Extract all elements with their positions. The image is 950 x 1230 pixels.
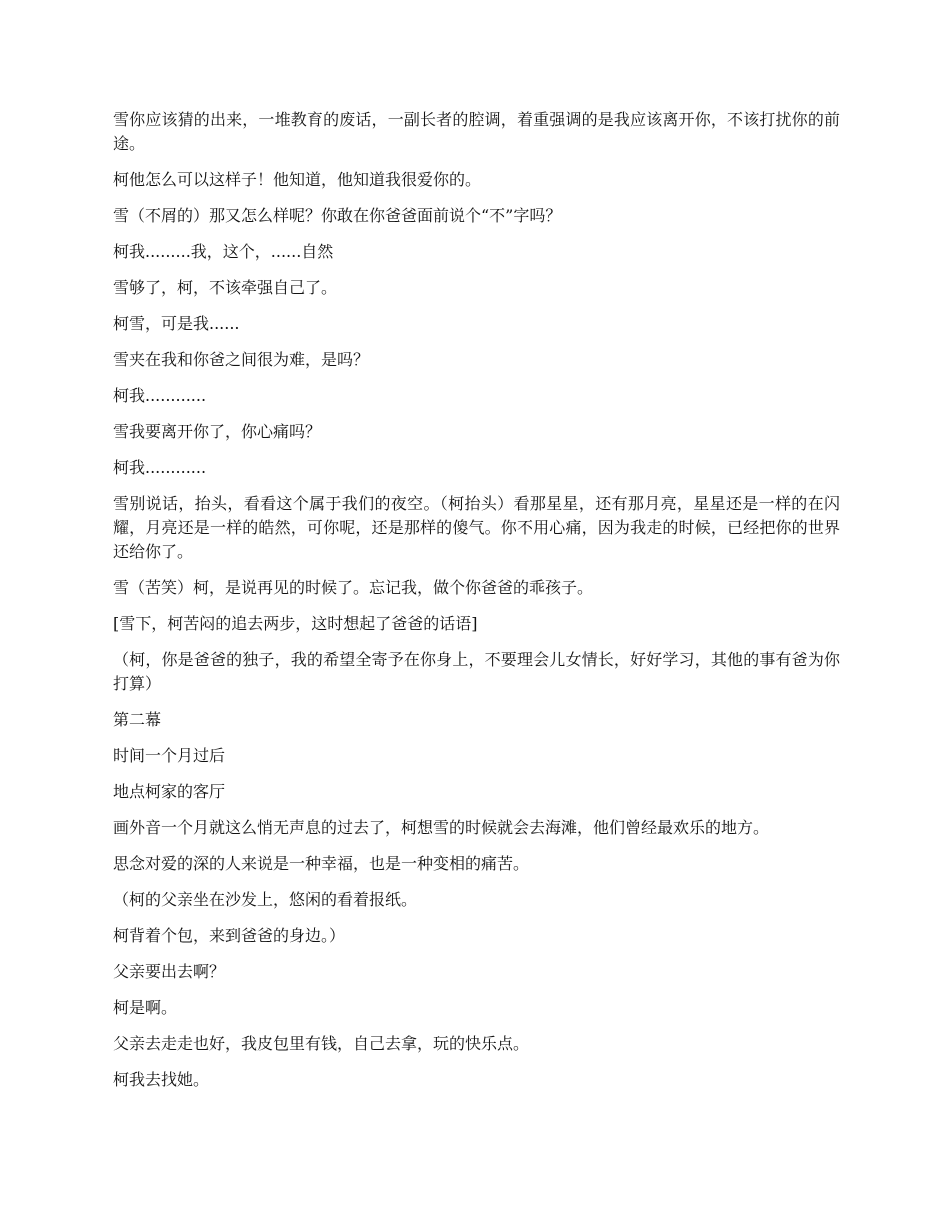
- paragraph: 柯他怎么可以这样子！他知道，他知道我很爱你的。: [113, 170, 482, 189]
- document-body: [113, 108, 840, 1104]
- scene-location: 地点柯家的客厅: [113, 782, 226, 801]
- paragraph: 父亲要出去啊？: [113, 962, 226, 981]
- scene-time: 时间一个月过后: [113, 746, 226, 765]
- stage-direction: [雪下，柯苦闷的追去两步，这时想起了爸爸的话语]: [113, 614, 478, 633]
- paragraph: 思念对爱的深的人来说是一种幸福，也是一种变相的痛苦。: [113, 854, 530, 873]
- paragraph: 雪够了，柯，不该牵强自己了。: [113, 278, 338, 297]
- paragraph: （柯，你是爸爸的独子，我的希望全寄予在你身上，不要理会儿女情长，好好学习，其他的事有爸为你打算）: [113, 650, 840, 693]
- paragraph: 父亲去走走也好，我皮包里有钱，自己去拿，玩的快乐点。: [113, 1034, 530, 1053]
- paragraph: 雪夹在我和你爸之间很为难，是吗？: [113, 350, 370, 369]
- paragraph: 柯我.........我，这个，......自然: [113, 242, 334, 261]
- paragraph: 柯我............: [113, 458, 207, 477]
- paragraph: 雪你应该猜的出来，一堆教育的废话，一副长者的腔调，着重强调的是我应该离开你，不该打扰你的前途。: [113, 110, 840, 153]
- paragraph: 柯我............: [113, 386, 207, 405]
- paragraph: 雪（不屑的）那又怎么样呢？你敢在你爸爸面前说个“不”字吗？: [113, 206, 562, 225]
- paragraph: 柯是啊。: [113, 998, 178, 1017]
- paragraph: 柯雪，可是我......: [113, 314, 240, 333]
- act-heading: 第二幕: [113, 710, 162, 729]
- paragraph: 雪我要离开你了，你心痛吗？: [113, 422, 322, 441]
- paragraph: 柯背着个包，来到爸爸的身边。）: [113, 926, 346, 945]
- paragraph: 雪别说话，抬头，看看这个属于我们的夜空。（柯抬头）看那星星，还有那月亮，星星还是一样的在闪耀，月亮还是一样的皓然，可你呢，还是那样的傻气。你不用心痛，因为我走的时候，已经把你的世界还给你了。: [113, 494, 840, 561]
- paragraph: （柯的父亲坐在沙发上，悠闲的看着报纸。: [113, 890, 418, 909]
- paragraph: 画外音一个月就这么悄无声息的过去了，柯想雪的时候就会去海滩，他们曾经最欢乐的地方。: [113, 818, 770, 837]
- paragraph: 雪（苦笑）柯，是说再见的时候了。忘记我，做个你爸爸的乖孩子。: [113, 578, 594, 597]
- paragraph: 柯我去找她。: [113, 1070, 210, 1089]
